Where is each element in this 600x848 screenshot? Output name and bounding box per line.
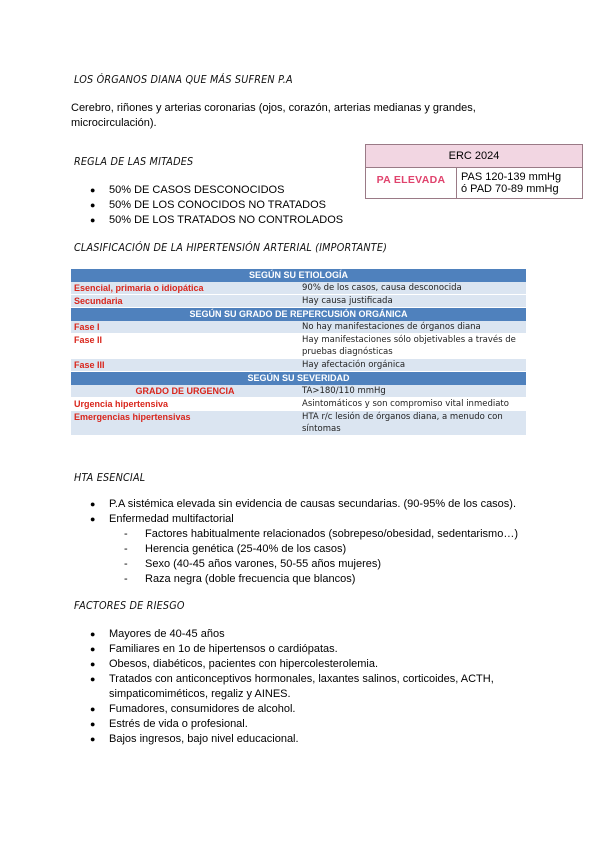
- bullet-icon: ●: [90, 499, 96, 509]
- row-value: Hay manifestaciones sólo objetivables a través de pruebas diagnósticas: [299, 334, 526, 359]
- list-item: ● P.A sistémica elevada sin evidencia de causas secundarias. (90-95% de los casos).: [90, 498, 517, 510]
- bullet-icon: ●: [90, 659, 96, 669]
- section-header-severidad: SEGÚN SU SEVERIDAD: [71, 372, 526, 386]
- list-item: ● Obesos, diabéticos, pacientes con hipercolesterolemia.: [90, 658, 379, 670]
- row-key: Secundaria: [71, 295, 299, 308]
- list-item: - Factores habitualmente relacionados (sobrepeso/obesidad, sedentarismo…): [124, 528, 518, 540]
- riesgo-list: [90, 627, 509, 747]
- section-header-repercusion: SEGÚN SU GRADO DE REPERCUSIÓN ORGÁNICA: [71, 308, 526, 322]
- row-key: Emergencias hipertensivas: [71, 411, 299, 436]
- row-key: Fase II: [71, 334, 299, 359]
- list-item: ● Enfermedad multifactorial: [90, 513, 234, 525]
- mitades-list: [90, 183, 344, 228]
- list-item: ● Mayores de 40-45 años: [90, 628, 225, 640]
- list-item: ● Estrés de vida o profesional.: [90, 718, 248, 730]
- row-value: Asintomáticos y son compromiso vital inmediato: [299, 398, 526, 411]
- table-row: [71, 411, 526, 436]
- row-key: Fase I: [71, 321, 299, 334]
- row-value: 90% de los casos, causa desconocida: [299, 282, 526, 295]
- list-item: ● Bajos ingresos, bajo nivel educacional.: [90, 733, 299, 745]
- table-row: [71, 282, 526, 295]
- row-value: No hay manifestaciones de órganos diana: [299, 321, 526, 334]
- hta-list: [90, 497, 579, 527]
- list-item: ● Tratados con anticonceptivos hormonales, laxantes salinos, corticoides, ACTH, simpaticomiméticos, regaliz y AINES.: [90, 673, 494, 700]
- bullet-icon: ●: [90, 215, 96, 225]
- table-row: [71, 385, 526, 398]
- dash-icon: -: [124, 543, 128, 555]
- erc-label: PA ELEVADA: [366, 168, 457, 199]
- list-item: ● 50% DE LOS CONOCIDOS NO TRATADOS: [90, 199, 326, 211]
- clasificacion-title: CLASIFICACIÓN DE LA HIPERTENSIÓN ARTERIAL (IMPORTANTE): [74, 242, 388, 254]
- row-value: TA>180/110 mmHg: [299, 385, 526, 398]
- table-row: [71, 398, 526, 411]
- list-item: ● 50% DE LOS TRATADOS NO CONTROLADOS: [90, 214, 344, 226]
- table-row: [71, 334, 526, 359]
- table-row: [71, 321, 526, 334]
- list-item: ● Familiares en 1o de hipertensos o cardiópatas.: [90, 643, 338, 655]
- riesgo-title: FACTORES DE RIESGO: [74, 600, 185, 612]
- erc-value: PAS 120-139 mmHg ó PAD 70-89 mmHg: [457, 168, 583, 199]
- organos-title: LOS ÓRGANOS DIANA QUE MÁS SUFREN P.A: [74, 74, 293, 86]
- bullet-icon: ●: [90, 200, 96, 210]
- erc-box: [365, 144, 583, 199]
- bullet-icon: ●: [90, 514, 96, 524]
- dash-icon: -: [124, 558, 128, 570]
- list-item: ● 50% DE CASOS DESCONOCIDOS: [90, 184, 285, 196]
- bullet-icon: ●: [90, 674, 96, 684]
- hta-title: HTA ESENCIAL: [74, 472, 146, 484]
- table-row: [71, 295, 526, 308]
- bullet-icon: ●: [90, 185, 96, 195]
- bullet-icon: ●: [90, 644, 96, 654]
- erc-header: ERC 2024: [366, 145, 583, 168]
- dash-icon: -: [124, 573, 128, 585]
- classification-table: [71, 269, 526, 436]
- row-value: Hay afectación orgánica: [299, 359, 526, 372]
- row-value: Hay causa justificada: [299, 295, 526, 308]
- list-item: ● Fumadores, consumidores de alcohol.: [90, 703, 296, 715]
- row-value: HTA r/c lesión de órganos diana, a menudo con síntomas: [299, 411, 526, 436]
- list-item: - Sexo (40-45 años varones, 50-55 años mujeres): [124, 558, 382, 570]
- mitades-title: REGLA DE LAS MITADES: [74, 156, 194, 168]
- bullet-icon: ●: [90, 719, 96, 729]
- hta-sublist: [124, 527, 585, 587]
- list-item: - Raza negra (doble frecuencia que blancos): [124, 573, 356, 585]
- bullet-icon: ●: [90, 734, 96, 744]
- bullet-icon: ●: [90, 629, 96, 639]
- row-key: Esencial, primaria o idiopática: [71, 282, 299, 295]
- section-header-etiologia: SEGÚN SU ETIOLOGÍA: [71, 269, 526, 282]
- organos-text: Cerebro, riñones y arterias coronarias (ojos, corazón, arterias medianas y grandes, microcirculación).: [71, 102, 476, 129]
- table-row: [71, 359, 526, 372]
- list-item: - Herencia genética (25-40% de los casos): [124, 543, 347, 555]
- row-key: Urgencia hipertensiva: [71, 398, 299, 411]
- bullet-icon: ●: [90, 704, 96, 714]
- row-key: GRADO DE URGENCIA: [71, 385, 299, 398]
- dash-icon: -: [124, 528, 128, 540]
- row-key: Fase III: [71, 359, 299, 372]
